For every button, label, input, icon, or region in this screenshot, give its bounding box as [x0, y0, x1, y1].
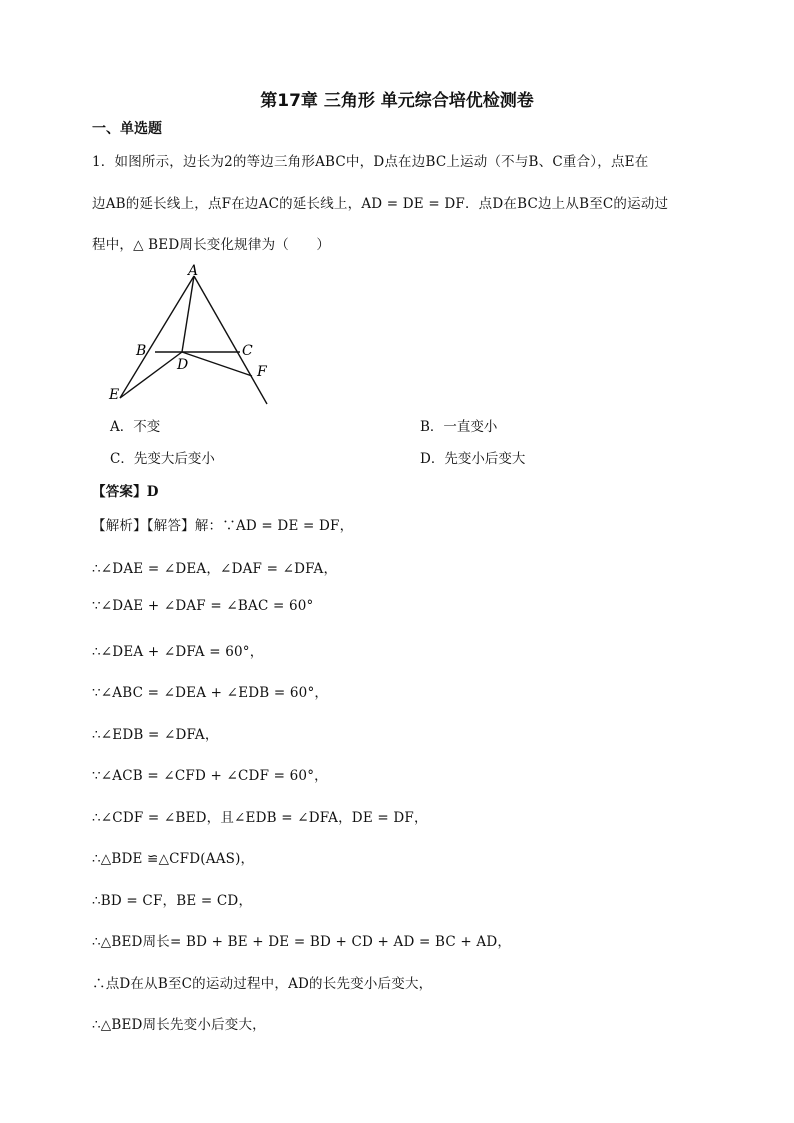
label-D: D [177, 357, 189, 373]
solution-line: ∴∠EDB = ∠DFA， [92, 727, 219, 743]
segment-AF [194, 276, 267, 404]
segment-DE [120, 352, 182, 398]
solution-line: ∴△BED周长先变小后变大， [92, 1017, 266, 1033]
label-E: E [109, 387, 120, 403]
option-d: D．先变小后变大 [420, 451, 526, 467]
answer-line: 【答案】D [92, 484, 159, 500]
section-heading: 一、单选题 [92, 121, 162, 137]
solution-line: ∵∠ABC = ∠DEA + ∠EDB = 60°， [92, 685, 329, 701]
label-F: F [257, 364, 267, 380]
solution-line: ∵∠ACB = ∠CFD + ∠CDF = 60°， [92, 768, 328, 784]
solution-line: ∴点D在从B至C的运动过程中，AD的长先变小后变大， [92, 976, 433, 992]
segment-AD [182, 276, 194, 352]
option-a: A．不变 [110, 419, 161, 435]
question-line-2: 边AB的延长线上，点F在边AC的延长线上，AD = DE = DF．点D在BC边上从B至C的运动过 [92, 196, 669, 212]
question-line-3: 程中，△ BED周长变化规律为（ ） [92, 237, 331, 253]
label-B: B [136, 343, 147, 359]
option-b: B．一直变小 [420, 419, 498, 435]
solution-line: ∴BD = CF，BE = CD， [92, 893, 253, 909]
solution-line: ∴△BDE ≌△CFD(AAS)， [92, 851, 255, 867]
page-title: 第17章 三角形 单元综合培优检测卷 [260, 91, 534, 111]
solution-line: ∴∠CDF = ∠BED，且∠EDB = ∠DFA，DE = DF， [92, 810, 428, 826]
solution-line: ∴∠DAE = ∠DEA，∠DAF = ∠DFA， [92, 561, 338, 577]
solution-line: ∴∠DEA + ∠DFA = 60°， [92, 644, 264, 660]
solution-line: ∴△BED周长= BD + BE + DE = BD + CD + AD = BC + AD， [92, 934, 512, 950]
option-c: C．先变大后变小 [110, 451, 215, 467]
solution-line: 【解析】【解答】解：∵AD = DE = DF， [92, 518, 354, 534]
triangle-figure [100, 258, 290, 408]
segment-AE [120, 276, 194, 398]
question-line-1: 1．如图所示，边长为2的等边三角形ABC中，D点在边BC上运动（不与B、C重合），点E在 [92, 154, 649, 170]
label-C: C [242, 343, 253, 359]
label-A: A [188, 263, 199, 279]
solution-line: ∵∠DAE + ∠DAF = ∠BAC = 60° [92, 598, 314, 614]
